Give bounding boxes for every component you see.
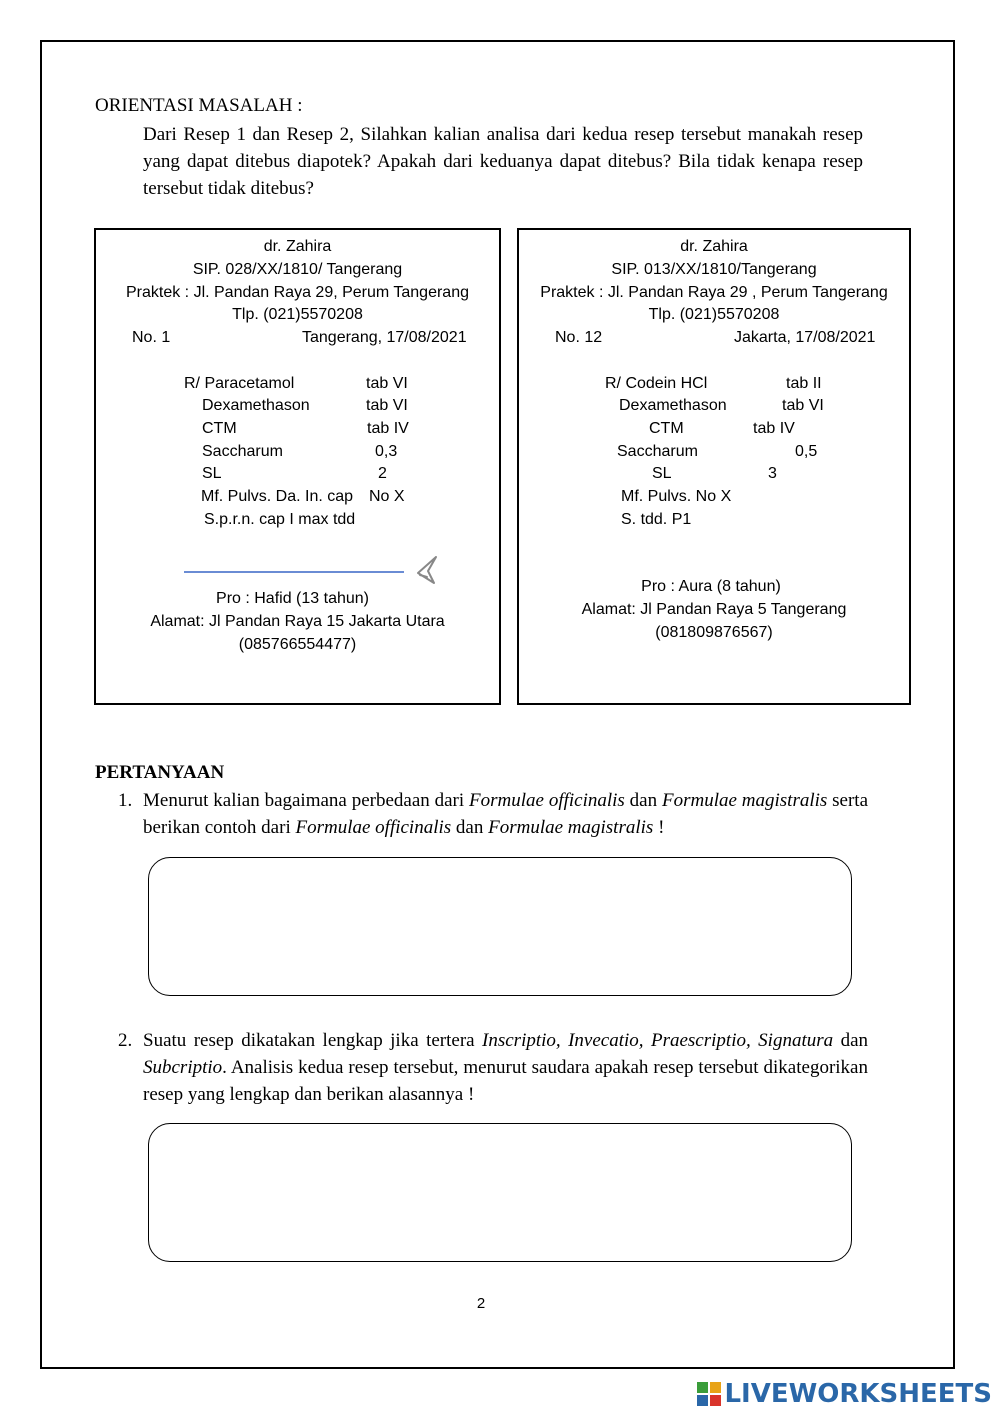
rx1-item-name: Mf. Pulvs. Da. In. cap <box>201 488 354 505</box>
prescription-2 <box>517 228 911 705</box>
rx2-place-date: Jakarta, 17/08/2021 <box>734 329 876 346</box>
page-number: 2 <box>476 1295 486 1312</box>
rx2-doctor: dr. Zahira <box>680 238 748 255</box>
rx2-item-name: R/ Codein HCl <box>605 375 708 392</box>
question-text: Suatu resep dikatakan lengkap jika tertera Inscriptio, Invecatio, Praescriptio, Signatura dan Subcriptio. Analisis kedua resep tersebut, menurut saudara apakah resep tersebut dikategorikan resep yang lengkap dan berikan alasannya ! <box>143 1030 869 1105</box>
rx2-practice: Praktek : Jl. Pandan Raya 29 , Perum Tangerang <box>540 284 888 301</box>
rx1-item-qty: 2 <box>378 465 387 482</box>
rx2-sip: SIP. 013/XX/1810/Tangerang <box>611 261 817 278</box>
brand-name: LIVEWORKSHEETS <box>724 1379 992 1409</box>
rx1-doctor: dr. Zahira <box>263 238 332 255</box>
rx1-item-qty: No X <box>369 488 405 505</box>
rx2-item-name: SL <box>652 465 672 482</box>
rx2-item-qty: tab II <box>786 375 822 392</box>
question-number: 1. <box>118 790 133 811</box>
rx1-signa: S.p.r.n. cap I max tdd <box>204 511 356 528</box>
answer-box-1[interactable] <box>148 857 852 996</box>
rx1-item-qty: tab IV <box>367 420 409 437</box>
questions-title: PERTANYAAN <box>95 762 225 783</box>
answer-box-2[interactable] <box>148 1123 852 1262</box>
rx2-phone: Tlp. (021)5570208 <box>648 306 780 323</box>
rx1-item-name: Dexamethason <box>202 397 310 414</box>
rx1-item-qty: 0,3 <box>375 443 398 460</box>
question-2 <box>118 1027 868 1108</box>
rx1-number: No. 1 <box>132 329 171 346</box>
rx2-address: Alamat: Jl Pandan Raya 5 Tangerang <box>581 601 847 618</box>
rx1-sip: SIP. 028/XX/1810/ Tangerang <box>192 261 403 278</box>
rx1-item-name: Saccharum <box>202 443 283 460</box>
question-1 <box>118 787 868 841</box>
liveworksheets-brand[interactable] <box>697 1380 992 1408</box>
rx1-item-name: CTM <box>202 420 237 437</box>
question-number: 2. <box>118 1030 133 1051</box>
rx2-item-name: Dexamethason <box>619 397 727 414</box>
rx2-item-qty: 0,5 <box>795 443 818 460</box>
rx1-patient-phone: (085766554477) <box>238 636 357 653</box>
signature-icon <box>414 555 444 587</box>
rx2-number: No. 12 <box>555 329 603 346</box>
rx2-item-name: CTM <box>649 420 684 437</box>
rx1-item-qty: tab VI <box>366 375 408 392</box>
rx2-item-name: Saccharum <box>617 443 698 460</box>
rx2-patient-phone: (081809876567) <box>655 624 773 641</box>
rx1-item-name: SL <box>202 465 222 482</box>
rx1-item-name: R/ Paracetamol <box>184 375 295 392</box>
signature-line <box>184 571 404 573</box>
rx1-practice: Praktek : Jl. Pandan Raya 29, Perum Tangerang <box>125 284 469 301</box>
rx2-item-qty: tab VI <box>782 397 824 414</box>
rx2-item-qty: 3 <box>768 465 777 482</box>
rx2-item-name: Mf. Pulvs. No X <box>621 488 732 505</box>
orientation-title: ORIENTASI MASALAH : <box>95 95 303 116</box>
liveworksheets-logo-icon <box>697 1382 721 1406</box>
rx1-place-date: Tangerang, 17/08/2021 <box>302 329 467 346</box>
orientation-text: Dari Resep 1 dan Resep 2, Silahkan kalian analisa dari kedua resep tersebut manakah resep yang dapat ditebus diapotek? Apakah dari keduanya dapat ditebus? Bila tidak kenapa resep tersebut tidak ditebus? <box>143 124 863 199</box>
rx2-item-qty: tab IV <box>753 420 795 437</box>
rx1-address: Alamat: Jl Pandan Raya 15 Jakarta Utara <box>150 613 445 630</box>
rx1-phone: Tlp. (021)5570208 <box>232 306 363 323</box>
rx2-patient: Pro : Aura (8 tahun) <box>641 578 781 595</box>
rx1-patient: Pro : Hafid (13 tahun) <box>216 590 369 607</box>
rx2-signa: S. tdd. P1 <box>621 511 692 528</box>
question-text: Menurut kalian bagaimana perbedaan dari Formulae officinalis dan Formulae magistralis serta berikan contoh dari Formulae officinalis dan Formulae magistralis ! <box>143 790 869 838</box>
rx1-item-qty: tab VI <box>366 397 408 414</box>
prescription-1 <box>94 228 501 705</box>
